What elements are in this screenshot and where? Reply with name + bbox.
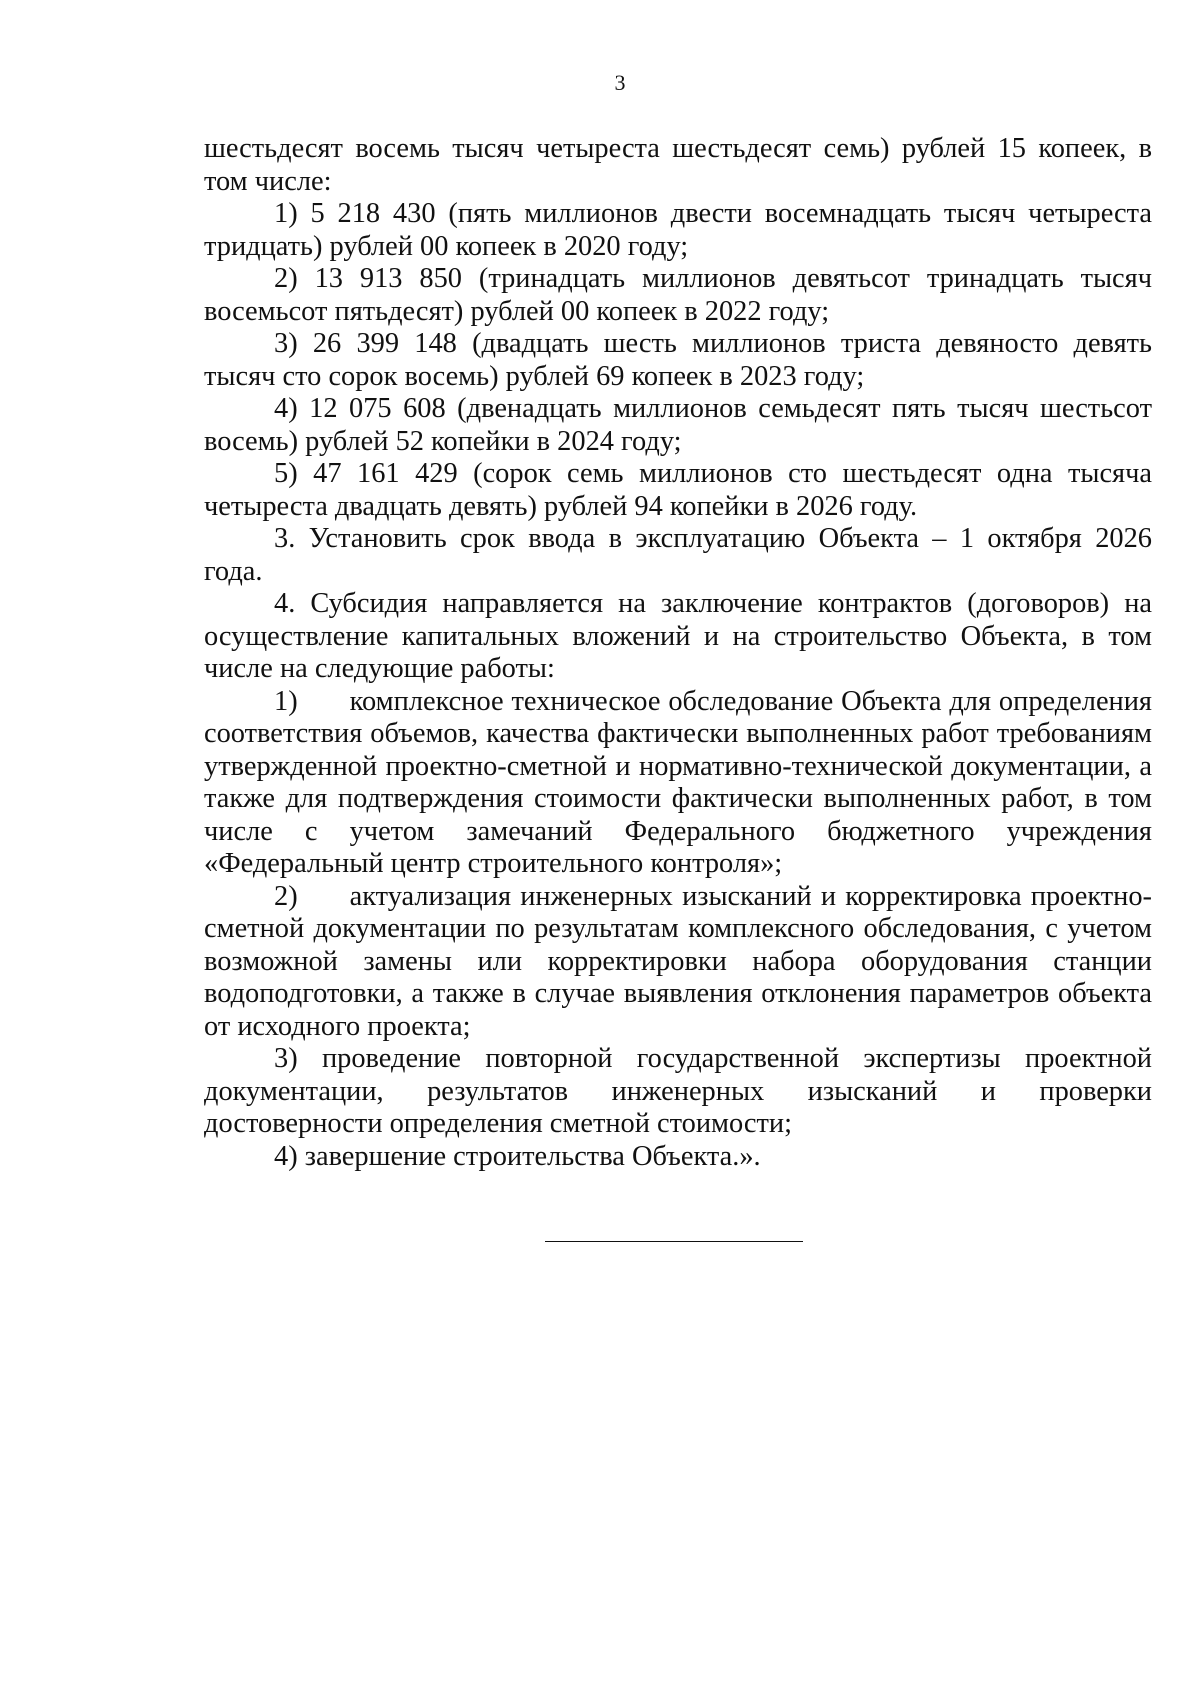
paragraph-clause-3: 3. Установить срок ввода в эксплуатацию Объекта – 1 октября 2026 года.: [204, 523, 1152, 587]
paragraph-work-item-3: 3) проведение повторной государственной экспертизы проектной документации, результатов инженерных изысканий и проверки достоверности определения сметной стоимости;: [204, 1043, 1152, 1139]
paragraph-amount-continuation: шестьдесят восемь тысяч четыреста шестьдесят семь) рублей 15 копеек, в том числе:: [204, 133, 1152, 197]
work-item-2-number: 2): [274, 880, 298, 912]
work-item-1-text: комплексное техническое обследование Объекта для определения соответствия объемов, качества фактически выполненных работ требованиям утвержденной проектно-сметной и нормативно-технической документации, а также для подтверждения стоимости фактически выполненных работ, в том числе с учетом замечаний Федерального бюджетного учреждения «Федеральный центр строительного контроля»;: [204, 685, 1152, 879]
paragraph-work-item-2: [204, 881, 1152, 1044]
document-body: [204, 133, 1152, 1173]
work-item-1-number: 1): [274, 685, 298, 717]
page-number: 3: [614, 70, 626, 95]
paragraph-work-item-4: 4) завершение строительства Объекта.».: [274, 1140, 761, 1172]
paragraph-clause-4: 4. Субсидия направляется на заключение контрактов (договоров) на осуществление капитальных вложений и на строительство Объекта, в том числе на следующие работы:: [204, 588, 1152, 684]
paragraph-item-2023: 3) 26 399 148 (двадцать шесть миллионов триста девяносто девять тысяч сто сорок восемь) рублей 69 копеек в 2023 году;: [204, 328, 1152, 392]
paragraph-item-2022: 2) 13 913 850 (тринадцать миллионов девятьсот тринадцать тысяч восемьсот пятьдесят) рублей 00 копеек в 2022 году;: [204, 263, 1152, 327]
paragraph-item-2024: 4) 12 075 608 (двенадцать миллионов семьдесят пять тысяч шестьсот восемь) рублей 52 копейки в 2024 году;: [204, 393, 1152, 457]
work-item-2-text: актуализация инженерных изысканий и корректировка проектно-сметной документации по результатам комплексного обследования, с учетом возможной замены или корректировки набора оборудования станции водоподготовки, а также в случае выявления отклонения параметров объекта от исходного проекта;: [204, 880, 1152, 1042]
paragraph-item-2020: 1) 5 218 430 (пять миллионов двести восемнадцать тысяч четыреста тридцать) рублей 00 копеек в 2020 году;: [204, 198, 1152, 262]
paragraph-work-item-1: [204, 686, 1152, 881]
paragraph-item-2026: 5) 47 161 429 (сорок семь миллионов сто шестьдесят одна тысяча четыреста двадцать девять) рублей 94 копейки в 2026 году.: [204, 458, 1152, 522]
closing-divider-line: [545, 1241, 803, 1242]
